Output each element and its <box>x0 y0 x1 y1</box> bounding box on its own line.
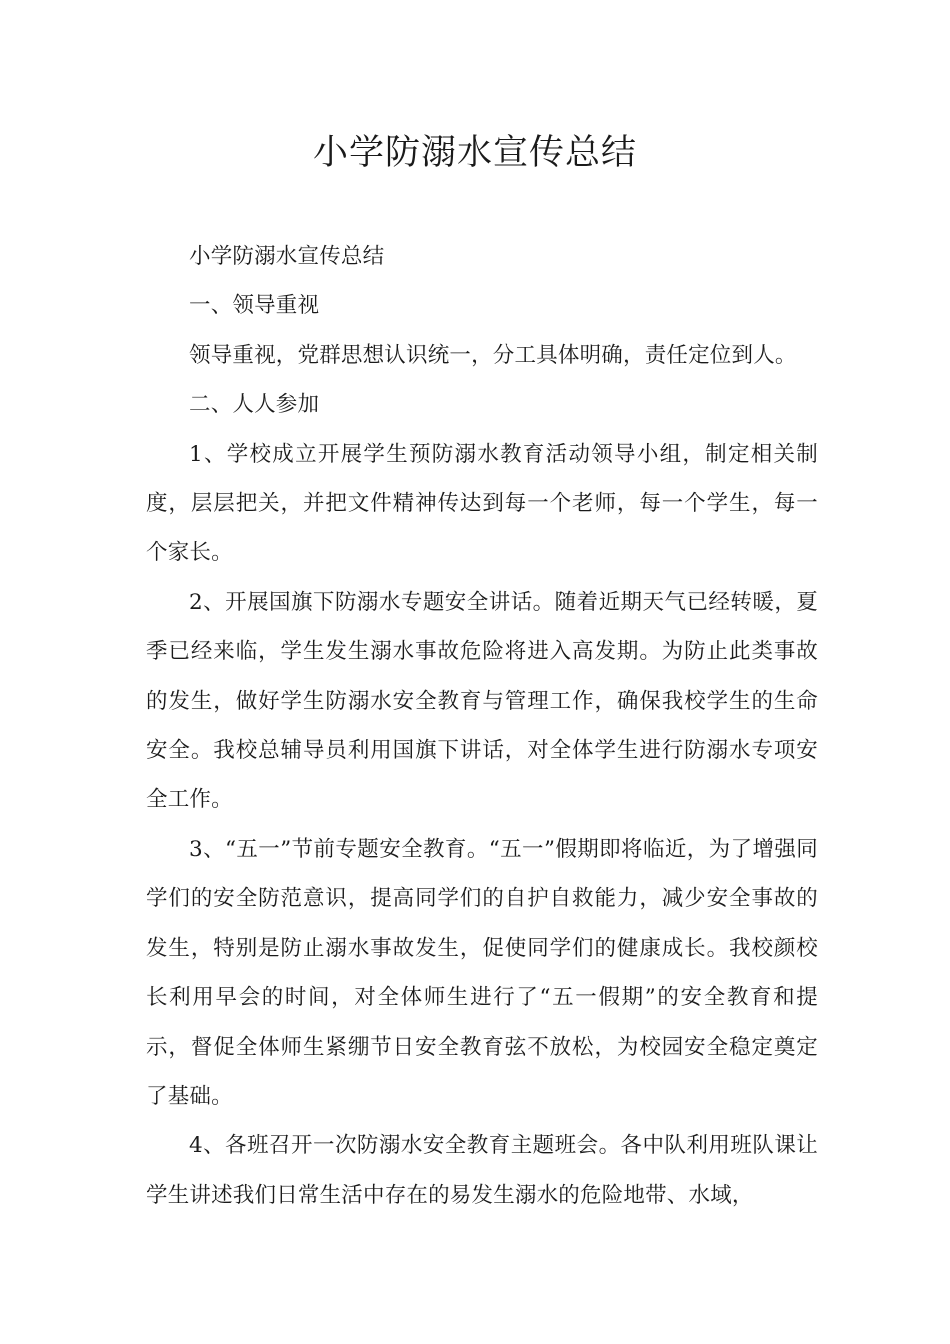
section-heading-leadership: 一、领导重视 <box>189 293 320 319</box>
paragraph-item-4: 4、各班召开一次防溺水安全教育主题班会。各中队利用班队课让学生讲述我们日常生活中存在的易发生溺水的危险地带、水域， <box>146 1133 818 1208</box>
paragraph-item-3: 3、“五一”节前专题安全教育。“五一”假期即将临近，为了增强同学们的安全防范意识，提高同学们的自护自救能力，减少安全事故的发生，特别是防止溺水事故发生，促使同学们的健康成长。我校颜校长利用早会的时间，对全体师生进行了“五一假期”的安全教育和提示，督促全体师生紧绷节日安全教育弦不放松，为校园安全稳定奠定了基础。 <box>146 836 818 1109</box>
section-heading-participation: 二、人人参加 <box>189 392 320 418</box>
paragraph-item-1: 1、学校成立开展学生预防溺水教育活动领导小组，制定相关制度，层层把关，并把文件精神传达到每一个老师，每一个学生，每一个家长。 <box>146 441 818 566</box>
document-title: 小学防溺水宣传总结 <box>312 133 637 173</box>
document-body <box>146 232 818 1220</box>
paragraph-subtitle: 小学防溺水宣传总结 <box>189 244 385 269</box>
paragraph-leadership: 领导重视，党群思想认识统一，分工具体明确，责任定位到人。 <box>189 342 797 368</box>
paragraph-item-2: 2、开展国旗下防溺水专题安全讲话。随着近期天气已经转暖，夏季已经来临，学生发生溺水事故危险将进入高发期。为防止此类事故的发生，做好学生防溺水安全教育与管理工作，确保我校学生的生命安全。我校总辅导员利用国旗下讲话，对全体学生进行防溺水专项安全工作。 <box>146 589 818 813</box>
